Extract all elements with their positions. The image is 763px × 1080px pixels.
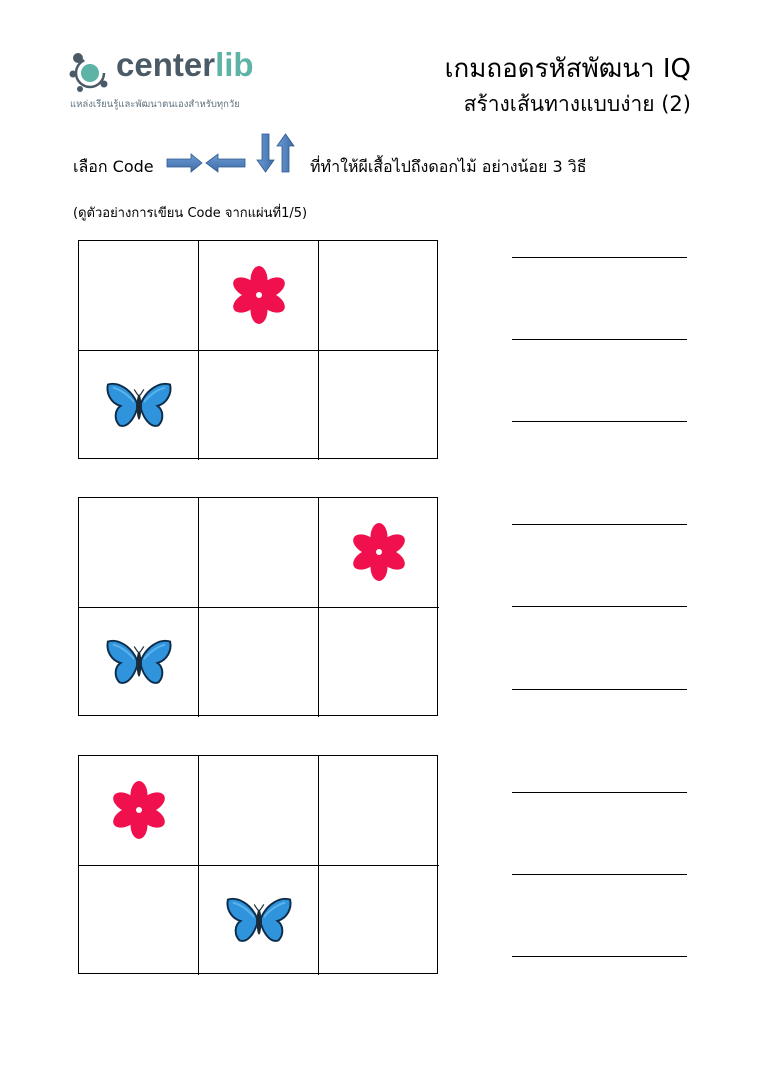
arrow-codes bbox=[165, 132, 301, 176]
arrow-up-icon bbox=[277, 134, 294, 172]
grid-cell bbox=[319, 241, 439, 351]
answer-line-2-2[interactable] bbox=[512, 606, 687, 607]
answer-line-1-3[interactable] bbox=[512, 421, 687, 422]
arrow-right-icon bbox=[167, 154, 202, 172]
butterfly-icon bbox=[105, 636, 173, 688]
centerlib-logo bbox=[68, 44, 298, 114]
arrow-left-icon bbox=[206, 154, 245, 172]
logo-name-part1: center bbox=[116, 46, 216, 83]
answer-line-3-2[interactable] bbox=[512, 874, 687, 875]
grid-cell bbox=[199, 756, 319, 866]
answer-line-1-2[interactable] bbox=[512, 339, 687, 340]
grid-cell bbox=[199, 351, 319, 461]
logo-name-part2: lib bbox=[215, 46, 254, 83]
butterfly-icon bbox=[105, 379, 173, 431]
answer-line-3-1[interactable] bbox=[512, 792, 687, 793]
grid-cell bbox=[199, 866, 319, 976]
answer-line-2-1[interactable] bbox=[512, 524, 687, 525]
instruction-prefix: เลือก Code bbox=[73, 157, 154, 176]
page-subtitle: สร้างเส้นทางแบบง่าย (2) bbox=[463, 92, 691, 116]
answer-line-1-1[interactable] bbox=[512, 257, 687, 258]
flower-icon bbox=[229, 265, 289, 325]
grid-cell bbox=[79, 351, 199, 461]
grid-cell bbox=[199, 498, 319, 608]
page-title: เกมถอดรหัสพัฒนา IQ bbox=[444, 54, 691, 84]
grid-cell bbox=[199, 608, 319, 718]
grid-cell bbox=[79, 756, 199, 866]
logo-tagline: แหล่งเรียนรู้และพัฒนาตนเองสำหรับทุกวัย bbox=[70, 99, 240, 110]
flower-icon bbox=[349, 522, 409, 582]
example-note: (ดูตัวอย่างการเขียน Code จากแผ่นที่1/5) bbox=[73, 206, 308, 221]
puzzle-grid-3 bbox=[78, 755, 438, 974]
answer-line-3-3[interactable] bbox=[512, 956, 687, 957]
grid-cell bbox=[79, 241, 199, 351]
grid-cell bbox=[319, 498, 439, 608]
answer-line-2-3[interactable] bbox=[512, 689, 687, 690]
grid-cell bbox=[79, 498, 199, 608]
grid-cell bbox=[199, 241, 319, 351]
puzzle-grid-2 bbox=[78, 497, 438, 716]
grid-cell bbox=[319, 756, 439, 866]
grid-cell bbox=[319, 608, 439, 718]
grid-cell bbox=[319, 866, 439, 976]
grid-cell bbox=[319, 351, 439, 461]
logo-wordmark bbox=[116, 46, 254, 84]
arrow-down-icon bbox=[257, 134, 274, 172]
flower-icon bbox=[109, 780, 169, 840]
instruction-suffix: ที่ทำให้ผีเสื้อไปถึงดอกไม้ อย่างน้อย 3 วิธี bbox=[310, 157, 587, 176]
puzzle-grid-1 bbox=[78, 240, 438, 459]
butterfly-icon bbox=[225, 894, 293, 946]
logo-molecule-icon bbox=[68, 49, 112, 93]
grid-cell bbox=[79, 866, 199, 976]
grid-cell bbox=[79, 608, 199, 718]
